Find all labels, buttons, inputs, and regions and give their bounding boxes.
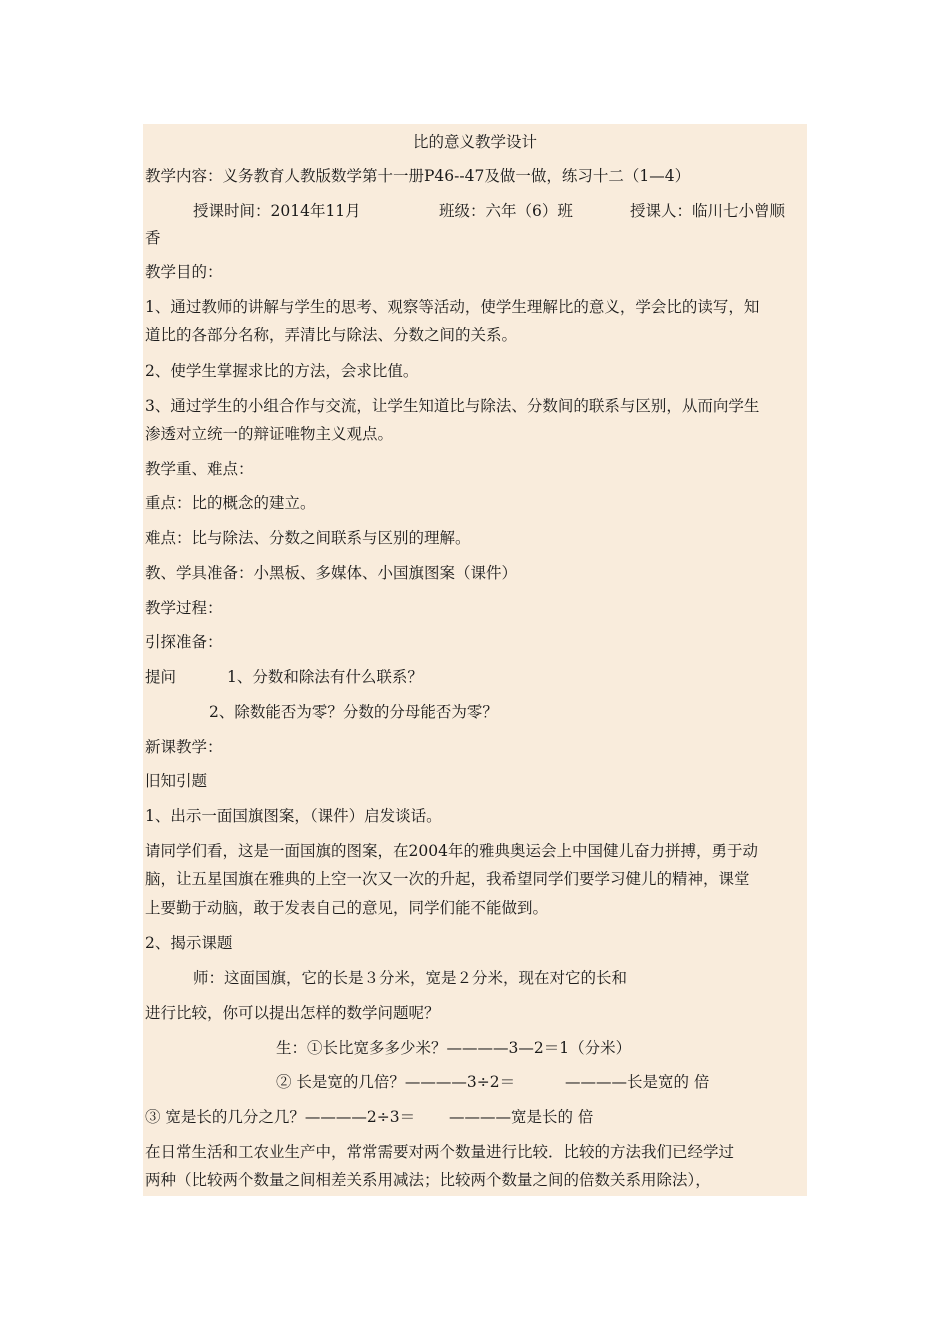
student-q2-line: [143, 1072, 807, 1092]
key-heading: 教学重、难点：: [145, 460, 254, 478]
goal3-line2: 渗透对立统一的辩证唯物主义观点。: [145, 425, 394, 443]
content-line: 教学内容：义务教育人教版数学第十一册P46--47及做一做，练习十二（1—4）: [145, 167, 691, 185]
document-page: [143, 124, 807, 1196]
new-lesson-heading: 新课教学：: [145, 738, 223, 756]
meta-teacher: 授课人：临川七小曾顺: [630, 202, 786, 220]
student-q2a: ② 长是宽的几倍？————3÷2＝: [276, 1073, 516, 1091]
step2: 2、揭示课题: [145, 934, 233, 952]
goal2: 2、使学生掌握求比的方法，会求比值。: [145, 362, 419, 380]
student-q3b: ————宽是长的 倍: [449, 1108, 594, 1126]
process-heading: 教学过程：: [145, 599, 223, 617]
meta-time: 授课时间：2014年11月: [193, 202, 361, 220]
meta-class: 班级：六年（6）班: [439, 202, 573, 220]
goals-heading: 教学目的：: [145, 263, 223, 281]
old-knowledge: 旧知引题: [145, 772, 208, 790]
meta-teacher-wrap: 香: [145, 229, 161, 247]
document-title: 比的意义教学设计: [412, 133, 537, 151]
para-flag-line1: 请同学们看，这是一面国旗的图案，在2004年的雅典奥运会上中国健儿奋力拼搏，勇于动: [145, 842, 758, 860]
teacher-line2: 进行比较，你可以提出怎样的数学问题呢？: [145, 1004, 440, 1022]
goal1-line1: 1、通过教师的讲解与学生的思考、观察等活动，使学生理解比的意义，学会比的读写，知: [145, 298, 760, 316]
question-label: 提问: [145, 668, 177, 686]
student-q3-line: [143, 1107, 807, 1127]
student-q2b: ————长是宽的 倍: [565, 1073, 710, 1091]
materials: 教、学具准备：小黑板、多媒体、小国旗图案（课件）: [145, 564, 518, 582]
para-end-line1: 在日常生活和工农业生产中，常常需要对两个数量进行比较．比较的方法我们已经学过: [145, 1143, 735, 1161]
para-end-line2: 两种（比较两个数量之间相差关系用减法；比较两个数量之间的倍数关系用除法），: [145, 1171, 711, 1189]
student-q1: 生：①长比宽多多少米？————3—2＝1（分米）: [276, 1039, 632, 1057]
meta-line: [143, 201, 807, 221]
question-line: [143, 667, 807, 687]
question2: 2、除数能否为零？分数的分母能否为零？: [209, 703, 498, 721]
step1: 1、出示一面国旗图案，（课件）启发谈话。: [145, 807, 442, 825]
difficult-point: 难点：比与除法、分数之间联系与区别的理解。: [145, 529, 471, 547]
question1: 1、分数和除法有什么联系？: [227, 668, 423, 686]
prep-heading: 引探准备：: [145, 633, 223, 651]
teacher-line1: 师：这面国旗，它的长是３分米，宽是２分米，现在对它的长和: [193, 969, 628, 987]
goal1-line2: 道比的各部分名称，弄清比与除法、分数之间的关系。: [145, 326, 518, 344]
para-flag-line3: 上要勤于动脑，敢于发表自己的意见，同学们能不能做到。: [145, 899, 549, 917]
key-point: 重点：比的概念的建立。: [145, 494, 316, 512]
goal3-line1: 3、通过学生的小组合作与交流，让学生知道比与除法、分数间的联系与区别，从而向学生: [145, 397, 760, 415]
student-q3a: ③ 宽是长的几分之几？————2÷3＝: [145, 1108, 416, 1126]
para-flag-line2: 脑，让五星国旗在雅典的上空一次又一次的升起，我希望同学们要学习健儿的精神，课堂: [145, 870, 750, 888]
